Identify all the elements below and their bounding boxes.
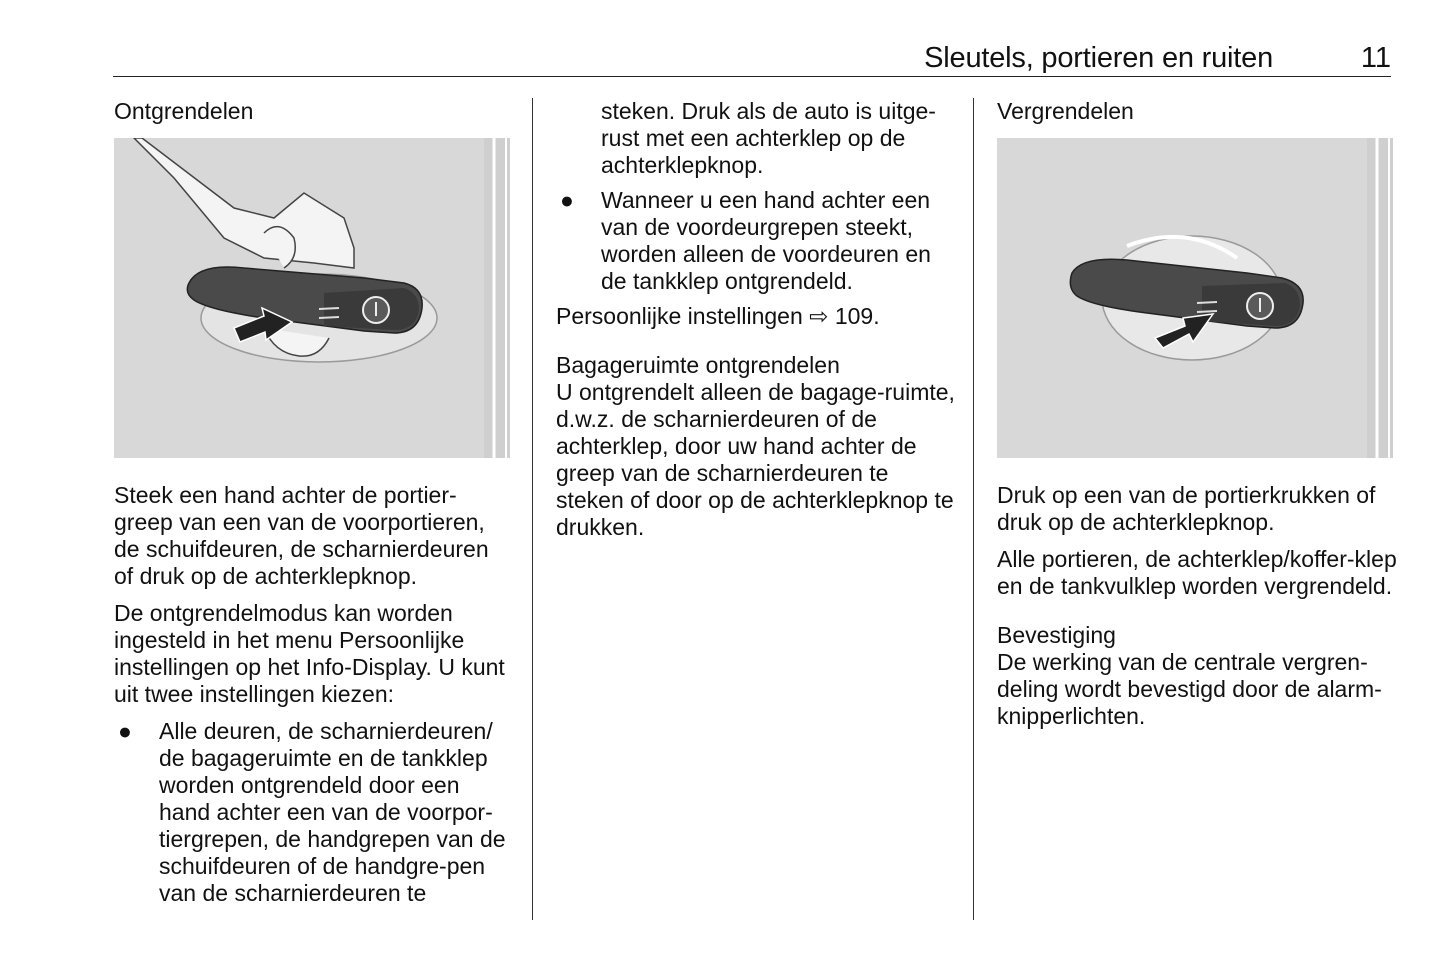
bullet-icon: ● bbox=[560, 187, 574, 213]
column-2 bbox=[556, 98, 956, 541]
bullet-text-2: Wanneer u een hand achter een van de voordeurgrepen steekt, worden alleen de voordeuren en de tankklep ontgrendeld. bbox=[601, 187, 931, 294]
list-item bbox=[114, 718, 514, 907]
chapter-title: Sleutels, portieren en ruiten bbox=[924, 42, 1273, 74]
list-item bbox=[556, 187, 956, 295]
unlock-door-handle-illustration bbox=[114, 138, 510, 458]
paragraph-steek: Steek een hand achter de portier-greep van een van de voorportieren, de schuifdeuren, de scharnierdeuren of druk op de achterklepknop. bbox=[114, 482, 489, 589]
column-divider-1 bbox=[532, 98, 533, 920]
arrow-right-icon: ⇨ bbox=[809, 303, 829, 329]
xref-text: Persoonlijke instellingen bbox=[556, 303, 803, 329]
xref-page: 109. bbox=[834, 303, 880, 329]
column-1 bbox=[114, 98, 514, 915]
paragraph-ontgrendelmodus: De ontgrendelmodus kan worden ingesteld in het menu Persoonlijke instellingen op het Info-Display. U kunt uit twee instellingen kiezen: bbox=[114, 600, 505, 707]
cross-reference bbox=[556, 303, 956, 330]
xref-link[interactable] bbox=[809, 303, 879, 329]
option-list-2 bbox=[556, 187, 956, 295]
heading-bagageruimte: Bagageruimte ontgrendelen bbox=[556, 352, 840, 378]
lock-door-handle-illustration bbox=[997, 138, 1393, 458]
paragraph-bevestiging: De werking van de centrale vergren-deling wordt bevestigd door de alarm-knipperlichten. bbox=[997, 649, 1382, 729]
paragraph-alle-portieren: Alle portieren, de achterklep/koffer-klep en de tankvulklep worden vergrendeld. bbox=[997, 546, 1397, 599]
column-3 bbox=[997, 98, 1397, 730]
page-number: 11 bbox=[1360, 42, 1391, 74]
heading-bevestiging: Bevestiging bbox=[997, 622, 1116, 648]
page-header bbox=[113, 38, 1391, 77]
bullet-icon: ● bbox=[118, 718, 132, 744]
paragraph-bagageruimte: U ontgrendelt alleen de bagage-ruimte, d.w.z. de scharnierdeuren of de achterklep, door uw hand achter de greep van de scharnierdeuren te steken of door op de achterklepknop te drukken. bbox=[556, 379, 955, 540]
heading-vergrendelen: Vergrendelen bbox=[997, 98, 1134, 124]
option-list bbox=[114, 718, 514, 907]
heading-ontgrendelen: Ontgrendelen bbox=[114, 98, 254, 124]
paragraph-druk: Druk op een van de portierkrukken of druk op de achterklepknop. bbox=[997, 482, 1376, 535]
column-divider-2 bbox=[973, 98, 974, 920]
bullet-text-1: Alle deuren, de scharnierdeuren/ de bagageruimte en de tankklep worden ontgrendeld door een hand achter een van de voorpor-tiergrepen, de handgrepen van de schuifdeuren of de handgre-pen van de scharnierdeuren te bbox=[159, 718, 506, 906]
bullet-continuation: steken. Druk als de auto is uitge-rust met een achterklep op de achterklepknop. bbox=[601, 98, 936, 178]
